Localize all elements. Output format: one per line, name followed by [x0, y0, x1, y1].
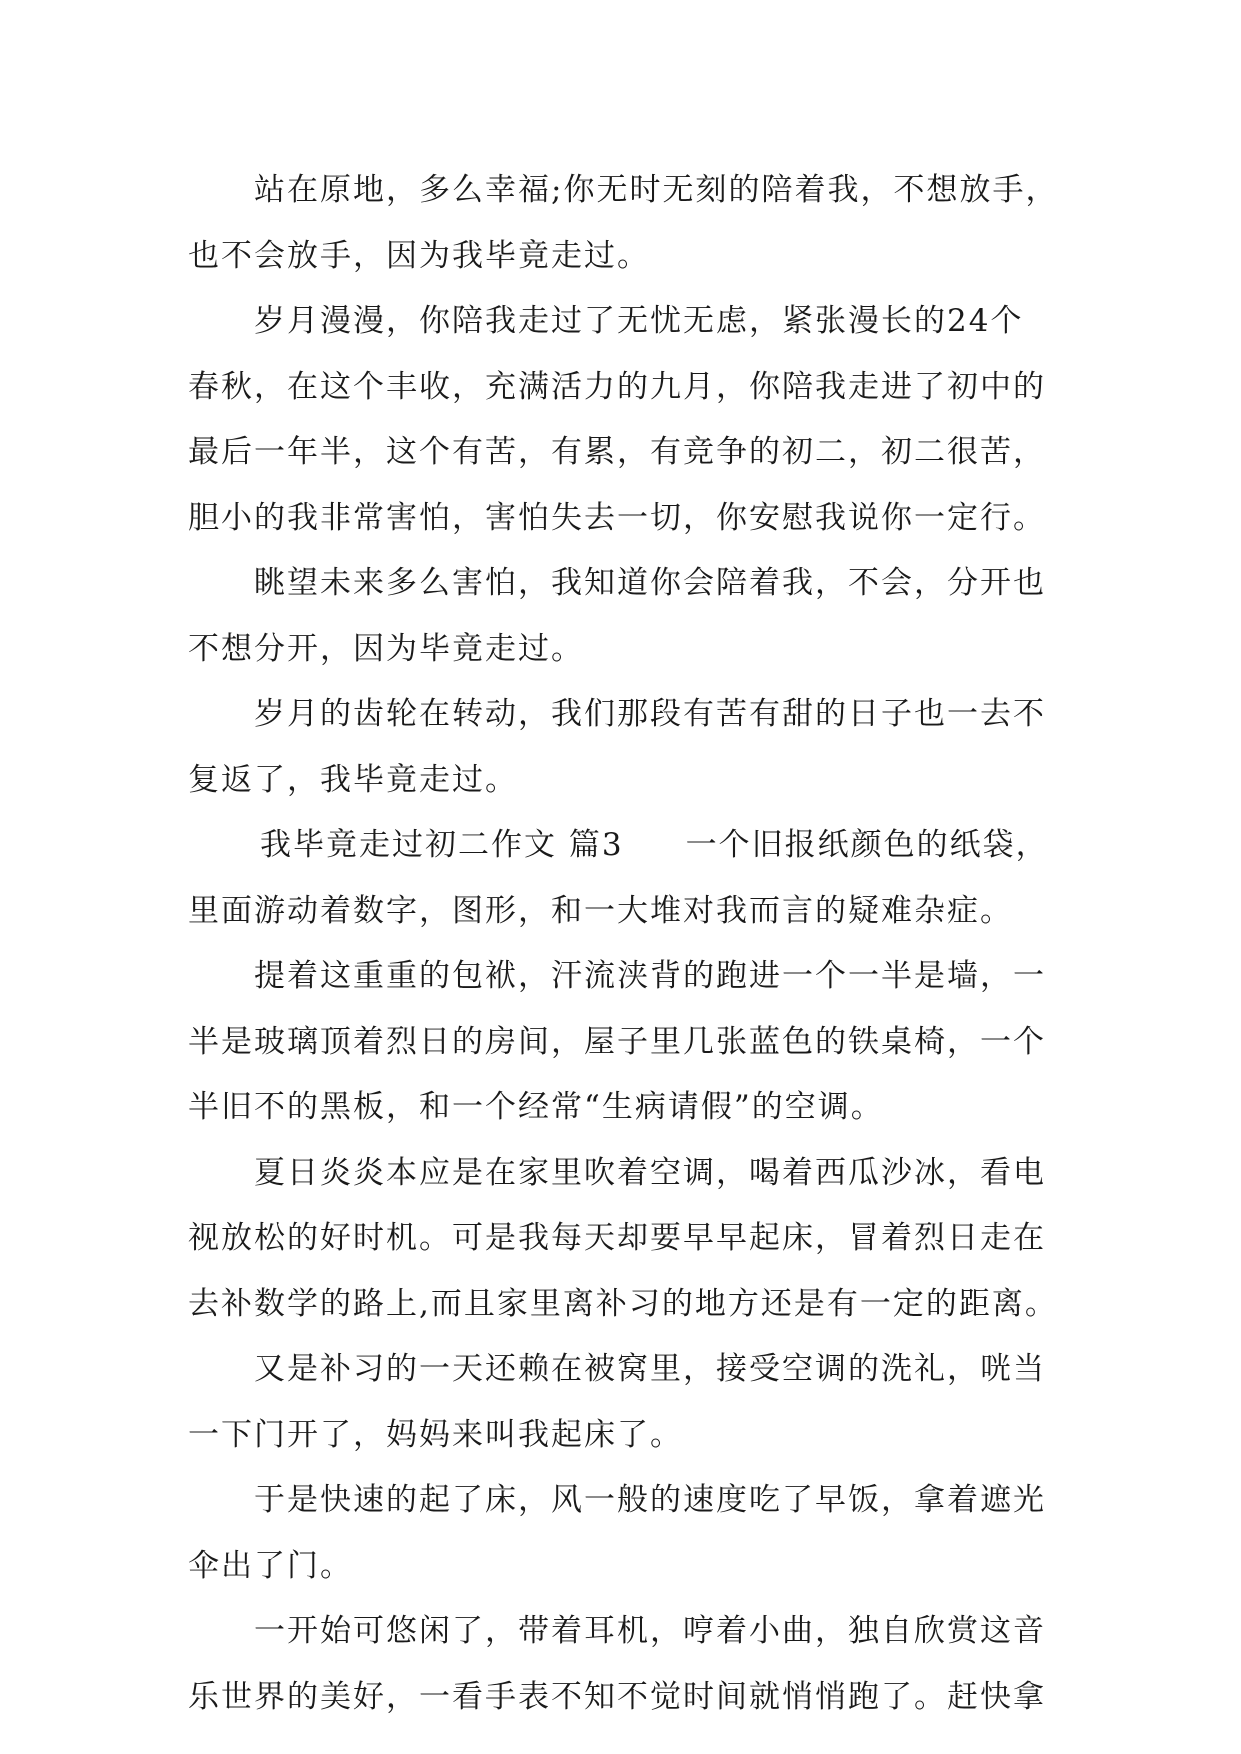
paragraph-line: 胆小的我非常害怕，害怕失去一切，你安慰我说你一定行。 [188, 499, 1046, 536]
paragraph-line: 里面游动着数字，图形，和一大堆对我而言的疑难杂症。 [188, 892, 1013, 929]
paragraph-line: 半旧不的黑板，和一个经常“生病请假”的空调。 [188, 1089, 884, 1125]
paragraph-line: 复返了，我毕竟走过。 [188, 761, 518, 798]
essay-title: 我毕竟走过初二作文 [260, 827, 557, 863]
paragraph-line: 又是补习的一天还赖在被窝里，接受空调的洗礼，咣当 [254, 1351, 1046, 1387]
section-number: 篇3 [568, 827, 624, 863]
essay-body [188, 158, 1063, 1730]
paragraph-line: 伞出了门。 [188, 1547, 353, 1584]
paragraph-line: 最后一年半，这个有苦，有累，有竞争的初二，初二很苦， [188, 434, 1046, 470]
paragraph-start: 一个旧报纸颜色的纸袋， [685, 827, 1049, 863]
section-heading-line [188, 813, 1063, 879]
paragraph-line: 半是玻璃顶着烈日的房间，屋子里几张蓝色的铁桌椅，一个 [188, 1023, 1046, 1060]
paragraph-line: 站在原地，多么幸福;你无时无刻的陪着我，不想放手， [254, 172, 1059, 208]
paragraph-line: 岁月的齿轮在转动，我们那段有苦有甜的日子也一去不 [254, 696, 1046, 732]
paragraph-line: 岁月漫漫，你陪我走过了无忧无虑，紧张漫长的24个 [254, 303, 1024, 339]
paragraph-line: 不想分开，因为毕竟走过。 [188, 630, 584, 667]
paragraph-line: 一开始可悠闲了，带着耳机，哼着小曲，独自欣赏这音 [254, 1613, 1046, 1649]
paragraph-line: 一下门开了，妈妈来叫我起床了。 [188, 1416, 683, 1453]
paragraph-line: 于是快速的起了床，风一般的速度吃了早饭，拿着遮光 [254, 1482, 1046, 1518]
paragraph-line: 眺望未来多么害怕，我知道你会陪着我，不会，分开也 [254, 565, 1046, 601]
paragraph-line: 去补数学的路上,而且家里离补习的地方还是有一定的距离。 [188, 1285, 1058, 1322]
paragraph-line: 乐世界的美好，一看手表不知不觉时间就悄悄跑了。赶快拿 [188, 1678, 1046, 1715]
paragraph-line: 视放松的好时机。可是我每天却要早早起床，冒着烈日走在 [188, 1220, 1046, 1256]
paragraph-line: 提着这重重的包袱，汗流浃背的跑进一个一半是墙，一 [254, 958, 1046, 994]
paragraph-line: 春秋，在这个丰收，充满活力的九月，你陪我走进了初中的 [188, 368, 1046, 405]
paragraph-line: 也不会放手，因为我毕竟走过。 [188, 237, 650, 274]
paragraph-line: 夏日炎炎本应是在家里吹着空调，喝着西瓜沙冰，看电 [254, 1154, 1046, 1191]
